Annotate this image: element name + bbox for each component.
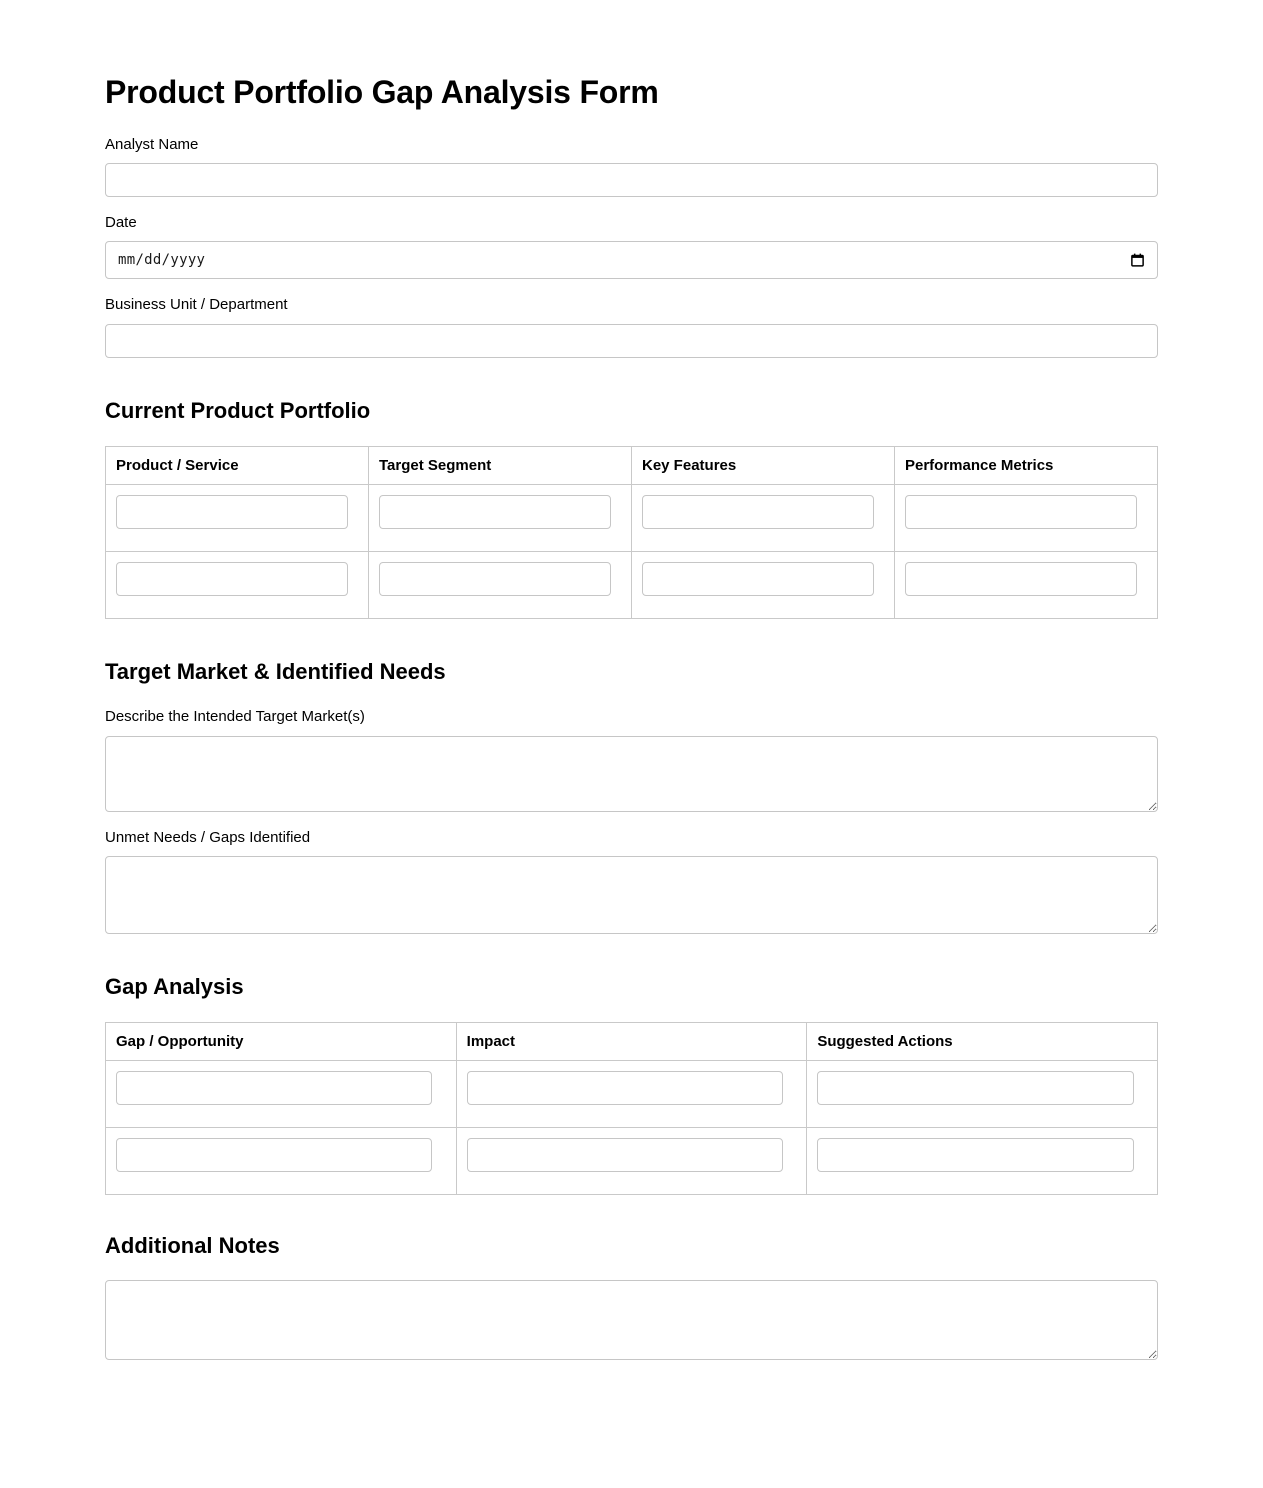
gap-cell-opportunity-1 <box>106 1061 457 1128</box>
portfolio-cell-target-segment-1 <box>369 484 632 551</box>
date-placeholder-text: mm/dd/yyyy <box>118 252 206 269</box>
portfolio-cell-product-service-2 <box>106 551 369 618</box>
gap-analysis-table <box>105 1022 1158 1195</box>
analyst-name-input[interactable] <box>105 163 1158 197</box>
portfolio-table-head <box>106 446 1158 484</box>
portfolio-input-product-service-1[interactable] <box>116 495 348 529</box>
gap-input-suggested-actions-1[interactable] <box>817 1071 1134 1105</box>
portfolio-cell-key-features-1 <box>632 484 895 551</box>
gap-col-impact: Impact <box>456 1023 807 1061</box>
gap-input-impact-2[interactable] <box>467 1138 783 1172</box>
field-business-unit <box>105 295 1158 357</box>
portfolio-input-performance-metrics-1[interactable] <box>905 495 1137 529</box>
portfolio-cell-target-segment-2 <box>369 551 632 618</box>
date-input-wrapper <box>105 241 1158 279</box>
portfolio-input-product-service-2[interactable] <box>116 562 348 596</box>
portfolio-input-key-features-1[interactable] <box>642 495 874 529</box>
gap-analysis-section-title: Gap Analysis <box>105 973 244 999</box>
portfolio-input-performance-metrics-2[interactable] <box>905 562 1137 596</box>
table-row <box>106 1128 1158 1195</box>
field-date <box>105 213 1158 279</box>
gap-cell-impact-2 <box>456 1128 807 1195</box>
portfolio-input-target-segment-1[interactable] <box>379 495 611 529</box>
business-unit-label: Business Unit / Department <box>105 296 288 314</box>
portfolio-table <box>105 446 1158 619</box>
table-row <box>106 484 1158 551</box>
portfolio-input-target-segment-2[interactable] <box>379 562 611 596</box>
portfolio-col-key-features: Key Features <box>632 446 895 484</box>
page-title: Product Portfolio Gap Analysis Form <box>105 74 659 110</box>
portfolio-col-target-segment: Target Segment <box>369 446 632 484</box>
analyst-name-label: Analyst Name <box>105 135 199 153</box>
target-market-section-title: Target Market & Identified Needs <box>105 658 446 684</box>
gap-input-impact-1[interactable] <box>467 1071 783 1105</box>
describe-target-market-label: Describe the Intended Target Market(s) <box>105 708 365 726</box>
portfolio-cell-product-service-1 <box>106 484 369 551</box>
table-row <box>106 1061 1158 1128</box>
field-analyst-name <box>105 135 1158 197</box>
gap-cell-suggested-actions-1 <box>807 1061 1158 1128</box>
section-target-market <box>105 659 1158 934</box>
gap-cell-suggested-actions-2 <box>807 1128 1158 1195</box>
gap-col-suggested-actions: Suggested Actions <box>807 1023 1158 1061</box>
gap-input-opportunity-2[interactable] <box>116 1138 432 1172</box>
portfolio-cell-performance-metrics-2 <box>895 551 1158 618</box>
gap-cell-impact-1 <box>456 1061 807 1128</box>
gap-input-opportunity-1[interactable] <box>116 1071 432 1105</box>
portfolio-col-performance-metrics: Performance Metrics <box>895 446 1158 484</box>
portfolio-header-row <box>106 446 1158 484</box>
describe-target-market-textarea[interactable] <box>105 736 1158 812</box>
portfolio-cell-key-features-2 <box>632 551 895 618</box>
unmet-needs-label: Unmet Needs / Gaps Identified <box>105 828 311 846</box>
portfolio-col-product-service: Product / Service <box>106 446 369 484</box>
gap-col-gap-opportunity: Gap / Opportunity <box>106 1023 457 1061</box>
unmet-needs-textarea[interactable] <box>105 856 1158 934</box>
form-page <box>105 0 1158 1360</box>
portfolio-input-key-features-2[interactable] <box>642 562 874 596</box>
section-gap-analysis <box>105 974 1158 1195</box>
additional-notes-textarea[interactable] <box>105 1280 1158 1360</box>
additional-notes-section-title: Additional Notes <box>105 1233 280 1259</box>
date-label: Date <box>105 214 137 232</box>
gap-analysis-header-row <box>106 1023 1158 1061</box>
gap-input-suggested-actions-2[interactable] <box>817 1138 1134 1172</box>
gap-cell-opportunity-2 <box>106 1128 457 1195</box>
table-row <box>106 551 1158 618</box>
gap-analysis-table-head <box>106 1023 1158 1061</box>
field-unmet-needs <box>105 828 1158 934</box>
field-describe-target-market <box>105 707 1158 811</box>
business-unit-input[interactable] <box>105 324 1158 358</box>
date-input[interactable] <box>105 241 1158 279</box>
section-additional-notes <box>105 1233 1158 1359</box>
portfolio-cell-performance-metrics-1 <box>895 484 1158 551</box>
gap-analysis-table-body <box>106 1061 1158 1195</box>
portfolio-section-title: Current Product Portfolio <box>105 397 371 423</box>
section-current-product-portfolio <box>105 398 1158 619</box>
portfolio-table-body <box>106 484 1158 618</box>
